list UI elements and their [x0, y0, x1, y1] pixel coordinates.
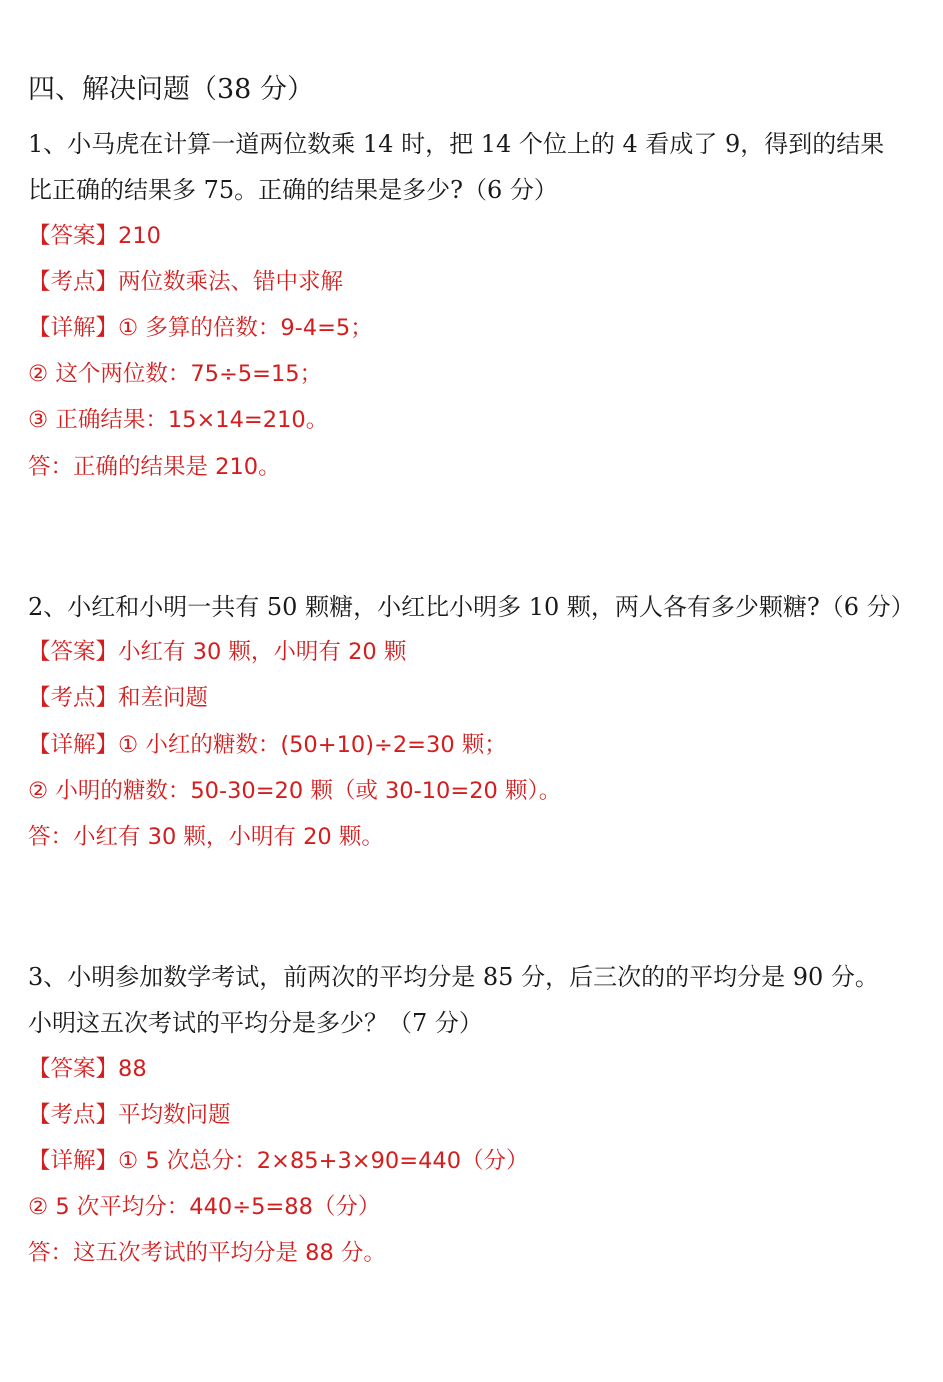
problem-2-question-line-1: 2、小红和小明一共有 50 颗糖，小红比小明多 10 颗，两人各有多少颗糖?（6 分）	[28, 593, 915, 621]
problem-3-detail-2: ② 5 次平均分：440÷5=88（分）	[28, 1194, 381, 1220]
problem-1-detail-2: ② 这个两位数：75÷5=15；	[28, 361, 323, 387]
problem-2-conclusion: 答：小红有 30 颗，小明有 20 颗。	[28, 824, 384, 850]
problem-3-answer: 【答案】88	[28, 1056, 147, 1082]
problem-2-detail-2: ② 小明的糖数：50-30=20 颗（或 30-10=20 颗）。	[28, 778, 562, 804]
problem-3-conclusion: 答：这五次考试的平均分是 88 分。	[28, 1240, 386, 1266]
problem-3-question-line-2: 小明这五次考试的平均分是多少？（7 分）	[28, 1009, 483, 1037]
problem-1-topic: 【考点】两位数乘法、错中求解	[28, 269, 344, 295]
problem-1-question-line-2: 比正确的结果多 75。正确的结果是多少?（6 分）	[28, 176, 558, 204]
problem-1-answer: 【答案】210	[28, 223, 161, 249]
problem-3-detail-1: 【详解】① 5 次总分：2×85+3×90=440（分）	[28, 1148, 529, 1174]
problem-1-conclusion: 答：正确的结果是 210。	[28, 454, 281, 480]
problem-3-question-line-1: 3、小明参加数学考试，前两次的平均分是 85 分，后三次的的平均分是 90 分。	[28, 963, 879, 991]
problem-3-topic: 【考点】平均数问题	[28, 1102, 231, 1128]
problem-1-detail-1: 【详解】① 多算的倍数：9-4=5；	[28, 315, 373, 341]
problem-1-question-line-1: 1、小马虎在计算一道两位数乘 14 时，把 14 个位上的 4 看成了 9，得到的结果	[28, 130, 885, 158]
problem-2-answer: 【答案】小红有 30 颗，小明有 20 颗	[28, 639, 407, 665]
problem-2-detail-1: 【详解】① 小红的糖数：(50+10)÷2=30 颗；	[28, 732, 507, 758]
problem-1-detail-3: ③ 正确结果：15×14=210。	[28, 407, 329, 433]
problem-2-topic: 【考点】和差问题	[28, 685, 209, 711]
section-title: 四、解决问题（38 分）	[28, 74, 314, 105]
